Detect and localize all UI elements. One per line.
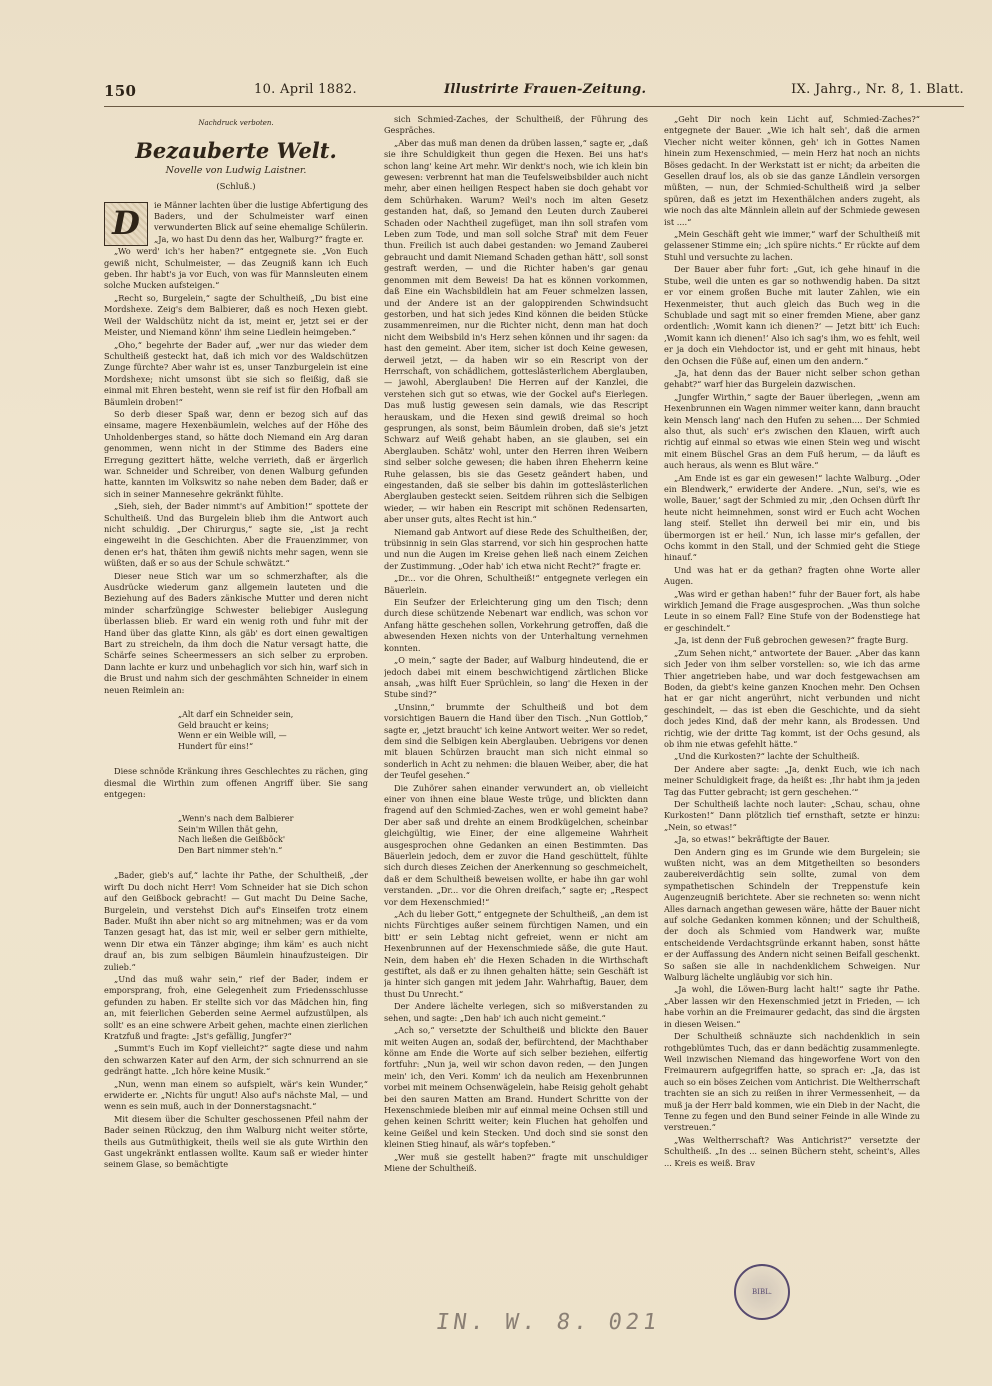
verse-line: Geld braucht er keins; (178, 720, 269, 730)
paragraph: „O mein,“ sagte der Bader, auf Walburg hindeutend, die er jedoch dabei mit einem beschwichtigend zärtlichen Blicke ansah, „was hilft Euer Sprüchlein, so lang' die Hexen in der Stube sind?“ (384, 655, 648, 700)
paragraph: Der Andere lächelte verlegen, sich so mißverstanden zu sehen, und sagte: „Den hab' ich auch nicht gemeint.“ (384, 1001, 648, 1023)
stamp-text: BIBL. (752, 1288, 772, 1296)
paragraph: „Am Ende ist es gar ein gewesen!“ lachte Walburg. „Oder ein Blendwerk,“ erwiderte der Andere. „Nun, sei's, wie es wolle, Bauer,‘ sagt der Schmied zu mir, ‚den Ochsen dürft Ihr heute nicht heimnehmen, sonst wird er Euch acht Wochen lang steif. Stellet ihn derweil bei mir ein, und bis übermorgen ist er heil.‘ Nun, ich lasse mir's gefallen, der Ochs kommt in den Stall, und der Schmied geht die Stiege hinauf.“ (664, 472, 920, 563)
paragraph: „Jungfer Wirthin,“ sagte der Bauer überlegen, „wenn am Hexenbrunnen ein Wagen nimmer weiter kann, dann braucht kein Mensch lang' nach den Hufen zu sehen.... Der Schmied also thut, als such' er's zwischen den Klauen, wirft auch richtig auf einmal so etwas wie einen Stein weg und wischt mit einem Büschel Gras an dem Fuß herum, — da läuft es auch heraus, als wenn es Blut wäre.“ (664, 391, 920, 471)
paragraph: „Ach du lieber Gott,“ entgegnete der Schultheiß, „an dem ist nichts Fürchtiges außer seinem fürchtigen Namen, und ein bitt' er sein Lebtag nicht gefreiet, wenn er nicht am Hexenbrunnen auf der Hexenschmiede säße, die gute Haut. Nein, dem haben eh' die Hexen Schaden in die Wirthschaft gestiftet, als daß er zu ihnen gehalten hätte; sein Geschäft ist ja hinter sich gangen mit jedem Jahr. Wahrhaftig, Bauer, dem thust Du Unrecht.“ (384, 909, 648, 999)
verse-line: Wenn er ein Weible will, — (178, 731, 287, 741)
conclusion-note: (Schluß.) (216, 182, 256, 193)
paragraph: So derb dieser Spaß war, denn er bezog sich auf das einsame, magere Hexenbäumlein, welches auf der Höhe des Unholdenberges stand, so hätte doch Niemand ein Arg daran genommen, wenn nicht in der Stimme des Baders eine Erregung gezittert hätte, welche verrieth, daß er ärgerlich war. Schneider und Schreiber, von denen Walburg gefunden hatte, kannten im Volkswitz so nahe neben dem Bader, daß er sich in seiner Mannesehre gekränkt fühlte. (104, 408, 368, 499)
paragraph: „Ja, so etwas!“ bekräftigte der Bauer. (674, 834, 830, 845)
header-rule (104, 106, 964, 107)
running-head (104, 82, 964, 104)
paragraph: Und was hat er da gethan? fragten ohne Worte aller Augen. (664, 564, 920, 587)
paragraph: Der Schultheiß lachte noch lauter: „Schau, schau, ohne Kurkosten!“ Dann plötzlich tief ernsthaft, setzte er hinzu: „Nein, so etwas!“ (664, 798, 920, 832)
reprint-notice: Nachdruck verboten. (198, 119, 274, 127)
paragraph: „Zum Sehen nicht,“ antwortete der Bauer. „Aber das kann sich Jeder von ihm selber vorstellen: so, wie ich das arme Thier angetrieben habe, und war doch festgewachsen am Boden, da giebt's keine ganzen Knochen mehr. Den Ochsen hat er gar nicht angerührt, nicht verbunden und nicht geschindelt, — das ist eben die Geschichte, und da sieht doch jedes Kind, daß der mehr kann, als Brodessen. Und richtig, wie der dritte Tag kommt, ist der Ochs gesund, als ob ihm nie etwas gefehlt hätte.“ (664, 647, 920, 749)
verse-line: „Alt darf ein Schneider sein, (178, 710, 294, 720)
paragraph: „Und das muß wahr sein,“ rief der Bader, indem er emporsprang, froh, eine Gelegenheit zum Friedensschlusse gefunden zu haben. Er stellte sich vor das Mädchen hin, fing an, mit feierlichen Geberden seine Aermel aufzustülpen, als sollt' es an eine schwere Arbeit gehen, machte einen zierlichen Kratzfuß und fragte: „Jst's gefällig, Jungfer?“ (104, 973, 368, 1041)
paragraph: Ein Seufzer der Erleichterung ging um den Tisch; denn durch diese schützende Nebenart war endlich, was schon vor Anfang hätte geschehen sollen, Vorkehrung getroffen, daß die abwesenden Hexen nichts von der Unterhaltung vernehmen konnten. (384, 597, 648, 653)
paragraph: Mit diesem über die Schulter geschossenen Pfeil nahm der Bader seinen Rückzug, den ihm Walburg nicht weiter störte, theils aus Gutmüthigkeit, theils weil sie als gute Wirthin den Gast ungekränkt entlassen wollte. Kaum saß er wieder hinter seinem Glase, so bemächtigte (104, 1113, 368, 1170)
paragraph: „Mein Geschäft geht wie immer,“ warf der Schultheiß mit gelassener Stimme ein; „ich spüre nichts.“ Er rückte auf dem Stuhl und versuchte zu lachen. (664, 229, 920, 262)
verse-line: Nach ließen die Geißböck' (178, 835, 286, 845)
paragraph: Diese schnöde Kränkung ihres Geschlechtes zu rächen, ging diesmal die Wirthin zum offenen Angriff über. Sie sang entgegen: (104, 766, 368, 799)
library-stamp (734, 1264, 790, 1320)
paragraph: Der Bauer aber fuhr fort: „Gut, ich gehe hinauf in die Stube, weil die unten es gar so nothwendig haben. Da sitzt er vor einem großen Buche mit lauter Zahlen, wie ein Hexenmeister, thut auch gleich das Buch weg in die Schublade und sagt mit so einer fremden Miene, aber ganz ordentlich: ‚Womit kann ich dienen?‘ — Jetzt bitt' ich Euch: ‚Womit kann ich dienen!‘ Also ich sag's ihm, wo es fehlt, weil er ja doch ein Viehdoctor ist, und er geht mit hinaus, hebt den Ochsen die Füße auf, einen um den andern.“ (664, 264, 920, 366)
paragraph: sich Schmied-Zaches, der Schultheiß, der Führung des Gespräches. (384, 114, 648, 136)
verse-1 (178, 710, 368, 752)
verse-line: Sein'm Willen thät gehn, (178, 824, 279, 834)
verse-line: Hundert für eins!“ (178, 741, 254, 751)
paragraph: „Ach so,“ versetzte der Schultheiß und blickte den Bauer mit weiten Augen an, sodaß der, befürchtend, der Machthaber könne am Ende die Worte auf sich selber beziehen, eilfertig fortfuhr: „Nun ja, weil wir schon davon reden, — den Jungen mein' ich, den Veri. Komm' ich da neulich am Hexenbrunnen vorbei mit meinem Ochsenwägelein, habe Reisig geholt gehabt bei den sauren Matten am Brand. Hundert Schritte von der Hexenschmiede bleiben mir auf einmal meine Ochsen still und gehen keinen Schritt weiter; kein Fluchen hat geholfen und keine Geißel und kein Stecken. Und doch sind sie sonst den kleinen Stieg hinauf, als wär's topfeben.“ (384, 1025, 648, 1150)
paragraph: „Was wird er gethan haben!“ fuhr der Bauer fort, als habe wirklich Jemand die Frage ausgesprochen. „Was thun solche Leute in so einem Fall? Eine Stufe von der Bodenstiege hat er geschindelt.“ (664, 588, 920, 633)
article-title: Bezauberte Welt. (135, 138, 337, 164)
paragraph: Der Schultheiß schnäuzte sich nachdenklich in sein rothgeblümtes Tuch, das er dann bedächtig zusammenlegte. Weil inzwischen Niemand das hingeworfene Wort von den Freimaurern aufgegriffen hatte, so sprach er: „Ja, das ist auch so ein böses Zeichen vom Antichrist. Die Weltherrschaft trachten sie an sich zu reißen in ihrer Vermessenheit, — da muß ja der Herr bald kommen, wie ein Dieb in der Nacht, die Tenne zu fegen und den Bund seiner Feinde in alle Winde zu verstreuen.“ (664, 1031, 920, 1133)
column-2 (384, 114, 648, 1274)
article-subtitle: Novelle von Ludwig Laistner. (165, 164, 307, 176)
paragraph: Dieser neue Stich war um so schmerzhafter, als die Ausdrücke wiederum ganz allgemein lauteten und die Beziehung auf des Baders zänkische Mutter und deren nicht minder scharfzüngige Schwester beliebiger Auslegung überlassen blieb. Er ward ein wenig roth und fuhr mit der Hand über das glatte Kinn, als gäb' es dort einen gewaltigen Bart zu streicheln, da ihm doch die Natur versagt hatte, die Schärfe seines Scheermessers an sich selber zu erproben. Dann lachte er kurz und unbehaglich vor sich hin, warf sich in die Brust und nahm sich der geschmähten Schneider in einem neuen Reimlein an: (104, 570, 368, 695)
paragraph: „Recht so, Burgelein,“ sagte der Schultheiß, „Du bist eine Mordshexe. Zeig's dem Balbierer, daß es noch Hexen giebt. Weil der Waldschütz nicht da ist, meint er, jetzt sei er der Meister, und Niemand könn' ihm seine Liedlein heimgeben.“ (104, 292, 368, 338)
verse-line: „Wenn's nach dem Balbierer (178, 814, 294, 824)
column-1 (104, 114, 368, 1274)
paragraph: Die Zuhörer sahen einander verwundert an, ob vielleicht einer von ihnen eine blaue Weste trüge, und blickten dann fragend auf den Schmied-Zaches, wen er wohl gemeint habe? Der aber saß und drehte an einem Brodkügelchen, scheinbar gleichgültig, wie Einer, der eine allgemeine Wahrheit ausgesprochen ohne Gedanken an einen Bestimmten. Das Bäuerlein jedoch, dem er zuvor die Hand geschüttelt, fühlte sich durch dieses Zeichen der Anerkennung so geschmeichelt, daß er dem Schultheiß beweisen wollte, er habe ihn gar wohl verstanden. „Dr... vor die Ohren dreifach,“ sagte er; „Respect vor dem Hexenschmied!“ (384, 782, 648, 907)
paragraph: „Ja, ist denn der Fuß gebrochen gewesen?“ fragte Burg. (674, 635, 909, 646)
paragraph: „Dr... vor die Ohren, Schultheiß!“ entgegnete verlegen ein Bäuerlein. (384, 573, 648, 595)
verse-line: Den Bart nimmer steh'n.“ (178, 845, 283, 855)
paragraph: „Was Weltherrschaft? Was Antichrist?“ versetzte der Schultheiß. „In des ... seinen Büchern steht, scheint's, Alles ... Kreis es weiß. Brav (664, 1134, 920, 1168)
paragraph: „Unsinn,“ brummte der Schultheiß und bot dem vorsichtigen Bauern die Hand über den Tisch. „Nun Gottlob,“ sagte er, „jetzt braucht' ich keine Antwort weiter. Wer so redet, dem sind die Selbigen kein Aberglauben. Uebrigens vor denen mit blauen Schürzen braucht man sich nicht einmal so sonderlich in Acht zu nehmen: die blauen Weiber, aber, die hat der Teufel gesehen.“ (384, 701, 648, 781)
paragraph: „Aber das muß man denen da drüben lassen,“ sagte er, „daß sie ihre Schuldigkeit thun gegen die Hexen. Bei uns hat's schon lang' keine Art mehr. Wir denkt's noch, wie ich klein bin gewesen: verbrennt hat man die Teufelsweibsbilder auch nicht mehr, aber einen heiligen Respect haben sie doch gehabt vor dem Schürhaken. Warum? Weil's noch im alten Gesetz gestanden hat, daß, so Jemand den Leuten durch Zauberei Schaden oder Nachtheil zugefüget, man ihn soll strafen vom Leben zum Tode, und man soll solche Straf' mit dem Feuer thun. Freilich ist auch dabei gestanden: wo Jemand Zauberei gebraucht und damit Niemand Schaden gethan hätt', soll sonst gestraft werden, — und die Richter haben's gar genau genommen mit dem Beweis! Da hat es können vorkommen, daß Eine ein Wachsbildlein hat am Feuer schmelzen lassen, und der Andere ist an der galoppirenden Schwindsucht gestorben, und hat sich jedes Kind können die beiden Stücke zusammenreimen, nur die Richter nicht, denn man hat doch nicht dem Weibsbild in's Herz sehen können und ihr sagen: da hast den gemeint. Aber item, sicher ist doch Keine gewesen, derweil jetzt, — da haben wir so ein Rescript von der Herrschaft, von schädlichem, gotteslästerlichem Aberglauben, — jawohl, Aberglauben! Die Herren auf der Kanzlei, die verstehen sich gut so etwas, wie der Gockel auf's Eierlegen. Das muß lustig gewesen sein damals, wie das Rescript herauskam, und die Hexen sind gewiß dreimal so hoch gesprungen, als sonst, beim Bäumlein droben, daß sie's jetzt Schwarz auf Weiß gehabt haben, an sie glauben, sei ein Aberglauben. Schätz' wohl, unter den Herren ihren Weibern sind selber solche gewesen; die haben ihren Eheherrn keine Ruhe gelassen, bis sie das Gesetz geändert haben, und eingestanden, daß sie selber bis dahin im gotteslästerlichen Aberglauben gesteckt seien. Seitdem rühren sich die Selbigen wieder, — wir haben ein Rescript mit schönen Redensarten, aber unser guts, altes Recht ist hin.“ (384, 137, 648, 525)
issue-info: IX. Jahrg., Nr. 8, 1. Blatt. (791, 82, 964, 97)
paragraph: „Summt's Euch im Kopf vielleicht?“ sagte diese und nahm den schwarzen Kater auf den Arm, der sich schnurrend an sie gedrängt hatte. „Ich höre keine Musik.“ (104, 1043, 368, 1077)
paragraph: „Ja wohl, die Löwen-Burg lacht halt!“ sagte ihr Pathe. „Aber lassen wir den Hexenschmied jetzt in Frieden, — ich habe vorhin an die Freimaurer gedacht, das sind die ärgsten in diesen Weisen.“ (664, 984, 920, 1029)
handwritten-shelf-number: IN. W. 8. 021 (434, 1310, 662, 1335)
page-number: 150 (104, 82, 137, 100)
paragraph: „Und die Kurkosten?“ lachte der Schultheiß. (674, 751, 860, 762)
paragraph: „Oho,“ begehrte der Bader auf, „wer nur das wieder dem Schultheiß gesteckt hat, daß ich mich vor des Waldschützen Zunge fürchte? Aber wahr ist es, unser Tanzburgelein ist eine Mordshexe; nicht umsonst übt sie sich so fleißig, daß sie einmal mit Ehren besteht, wenn sie reif ist für den Hofball am Bäumlein droben!“ (104, 339, 368, 407)
paragraph: Den Andern ging es im Grunde wie dem Burgelein; sie wußten nicht, was an dem Mitgetheilten so besonders zaubereiverdächtig sein sollte, zumal von dem sympathetischen Schindeln der Treppenstufe kein Augenzeugniß berichtete. Aber sie rechneten so: wenn nicht Alles darnach angethan gewesen wäre, hätte der Bauer nicht auf solche Gedanken kommen können; und der Schultheiß, der doch als Schmied vom Handwerk war, mußte entscheidende Verdachtsgründe erkannt haben, sonst hätte er der Auffassung des Andern nicht seinen Beifall geschenkt. So saßen sie alle in nachdenklichem Schweigen. Nur Walburg lächelte ungläubig vor sich hin. (664, 846, 920, 983)
paragraph: „Nun, wenn man einem so aufspielt, wär's kein Wunder,“ erwiderte er. „Nichts für ungut! Also auf's nächste Mal, — und wenn es sein muß, auch in der Donnerstagsnacht.“ (104, 1078, 368, 1112)
issue-date: 10. April 1882. (254, 82, 357, 97)
first-paragraph: ie Männer lachten über die lustige Abfertigung des Baders, und der Schulmeister warf einen verwunderten Blick auf seine ehemalige Schülerin. „Ja, wo hast Du denn das her, Walburg?“ fragte er. (154, 199, 368, 244)
paragraph: Der Andere aber sagte: „Ja, denkt Euch, wie ich nach meiner Schuldigkeit frage, da heißt es: ‚Ihr habt ihm ja jeden Tag das Futter gebracht; ist gern geschehen.‘“ (664, 763, 920, 797)
journal-title: Illustrirte Frauen-Zeitung. (444, 82, 647, 97)
paragraph: „Bader, gieb's auf,“ lachte ihr Pathe, der Schultheiß, „der wirft Du doch nicht Herr! Vom Schneider hat sie Dich schon auf den Geißbock gebracht! — Gut macht Du Deine Sache, Burgelein, und verstehst Dich auf's Einseifen trotz einem Bader. Mußt ihn aber nicht so arg mitnehmen; was er da vom Tanzen gesagt hat, das ist mir, weil er selber gern mithielte, wenn Dir etwa ein Tänzer abginge; ihm käm' es auch nicht drauf an, bis zum selbigen Bäumlein hinaufzusteigen. Dir zulieb.“ (104, 870, 368, 972)
column-3 (664, 114, 920, 1274)
paragraph: Niemand gab Antwort auf diese Rede des Schultheißen, der, trübsinnig in sein Glas starrend, vor sich hin gesprochen hatte und nun die Augen im Kreise gehen ließ nach einem Zeichen der Zustimmung. „Oder hab' ich etwa nicht Recht?“ fragte er. (384, 526, 648, 571)
paragraph: „Wer muß sie gestellt haben?“ fragte mit unschuldiger Miene der Schultheiß. (384, 1151, 648, 1173)
paragraph: „Ja, hat denn das der Bauer nicht selber schon gethan gehabt?“ warf hier das Burgelein dazwischen. (664, 367, 920, 390)
drop-cap: D (104, 202, 148, 246)
verse-2 (178, 814, 368, 856)
paragraph: „Geht Dir noch kein Licht auf, Schmied-Zaches?“ entgegnete der Bauer. „Wie ich halt seh', daß die armen Viecher nicht weiter können, geh' ich in Gottes Namen hinein zum Hexenschmied, — mein Herz hat noch an nichts Böses gedacht. In der Werkstatt ist er nicht; da arbeiten die Gesellen drauf los, als ob sie das ganze Ländlein versorgen müßten, — nun, der Schmied-Schultheiß wird ja selber spüren, daß es jetzt im Hexenthälchen anders zugeht, als wie noch das alte Männlein allein auf der Schmiede gewesen ist ....“ (664, 114, 920, 227)
paragraph: „Wo werd' ich's her haben?“ entgegnete sie. „Von Euch gewiß nicht, Schulmeister, — das Zeugniß kann ich Euch geben. Ihr habt's ja vor Euch, von was für Mannsleuten einem solche Mucken aufsteigen.“ (104, 246, 368, 291)
paragraph: „Sieh, sieh, der Bader nimmt's auf Ambition!“ spottete der Schultheiß. Und das Burgelein blieb ihm die Antwort auch nicht schuldig. „Der Chirurgus,“ sagte sie, „ist ja recht eingeweiht in die Geschichten. Aber die Frauenzimmer, von denen er's hat, thäten ihm gewiß nichts mehr sagen, wenn sie wüßten, daß er so aus der Schule schwätzt.“ (104, 501, 368, 569)
